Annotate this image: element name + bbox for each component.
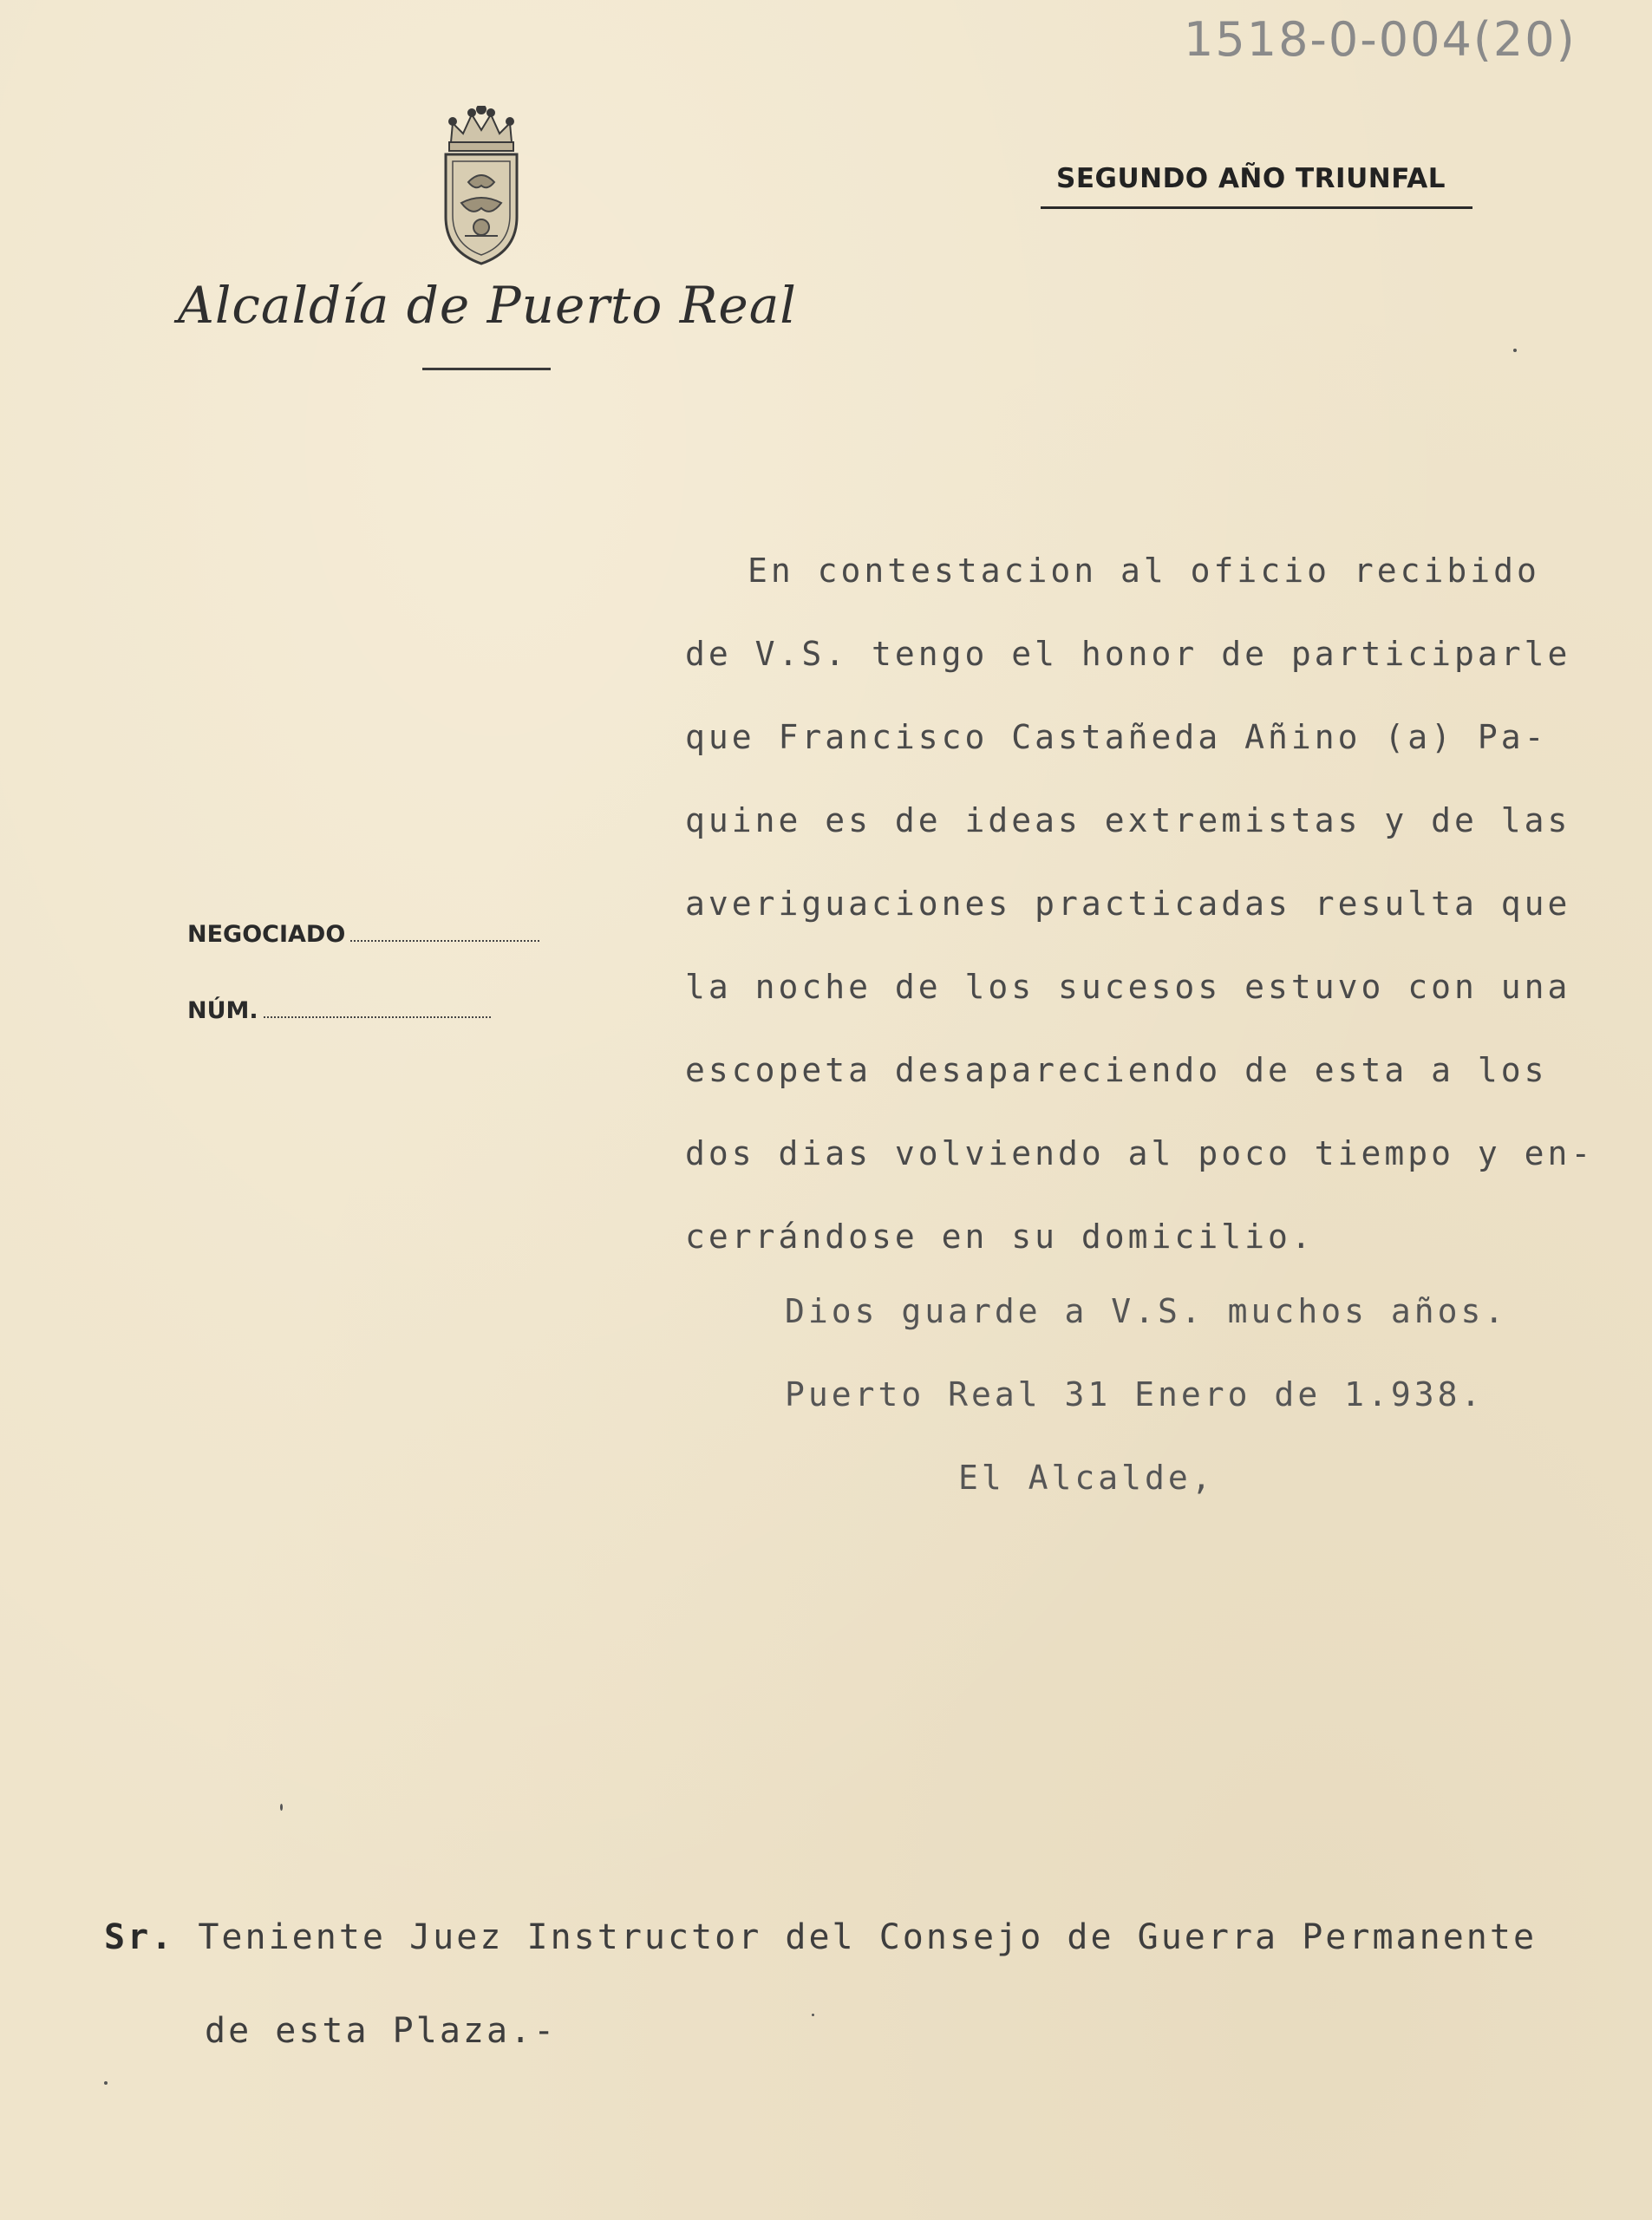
motto-underline xyxy=(1041,206,1472,209)
crest-emblem-icon xyxy=(434,106,529,266)
body-line: dos dias volviendo al poco tiempo y en- xyxy=(685,1134,1595,1172)
paper-speck xyxy=(104,2081,108,2085)
body-line: la noche de los sucesos estuvo con una xyxy=(685,968,1571,1006)
body-line: averiguaciones practicadas resulta que xyxy=(685,885,1571,923)
num-field xyxy=(187,997,491,1024)
body-line: quine es de ideas extremistas y de las xyxy=(685,801,1571,839)
motto-heading: SEGUNDO AÑO TRIUNFAL xyxy=(1056,163,1446,194)
paper-speck xyxy=(1513,349,1517,352)
letter-closing xyxy=(785,1270,1507,1519)
addressee-block xyxy=(104,1890,1537,2078)
negociado-label: NEGOCIADO xyxy=(187,921,346,948)
negociado-field xyxy=(187,921,539,948)
closing-place-date: Puerto Real 31 Enero de 1.938. xyxy=(785,1375,1485,1414)
body-line: que Francisco Castañeda Añino (a) Pa- xyxy=(685,718,1548,756)
body-line: En contestacion al oficio recibido xyxy=(748,552,1540,590)
body-line: escopeta desapareciendo de esta a los xyxy=(685,1051,1548,1089)
negociado-blank-line xyxy=(350,939,539,942)
body-line: de V.S. tengo el honor de participarle xyxy=(685,635,1571,673)
letterhead-title: Alcaldía de Puerto Real xyxy=(178,276,797,335)
letterhead-divider xyxy=(422,368,551,370)
num-label: NÚM. xyxy=(187,997,258,1024)
addressee-line-1 xyxy=(104,1890,1537,1984)
body-line: cerrándose en su domicilio. xyxy=(685,1218,1315,1256)
addressee-title: Teniente Juez Instructor del Consejo de Guerra Permanente xyxy=(198,1917,1538,1957)
closing-salutation: Dios guarde a V.S. muchos años. xyxy=(785,1292,1508,1330)
paper-speck xyxy=(812,2014,814,2016)
letter-body xyxy=(685,529,1639,1278)
num-blank-line xyxy=(264,1015,491,1018)
archive-reference-number: 1518-0-004(20) xyxy=(1184,12,1577,67)
addressee-prefix: Sr. xyxy=(104,1917,175,1957)
closing-signer: El Alcalde, xyxy=(958,1459,1215,1497)
addressee-line-2: de esta Plaza.- xyxy=(205,2011,558,2051)
paper-speck xyxy=(280,1804,283,1811)
